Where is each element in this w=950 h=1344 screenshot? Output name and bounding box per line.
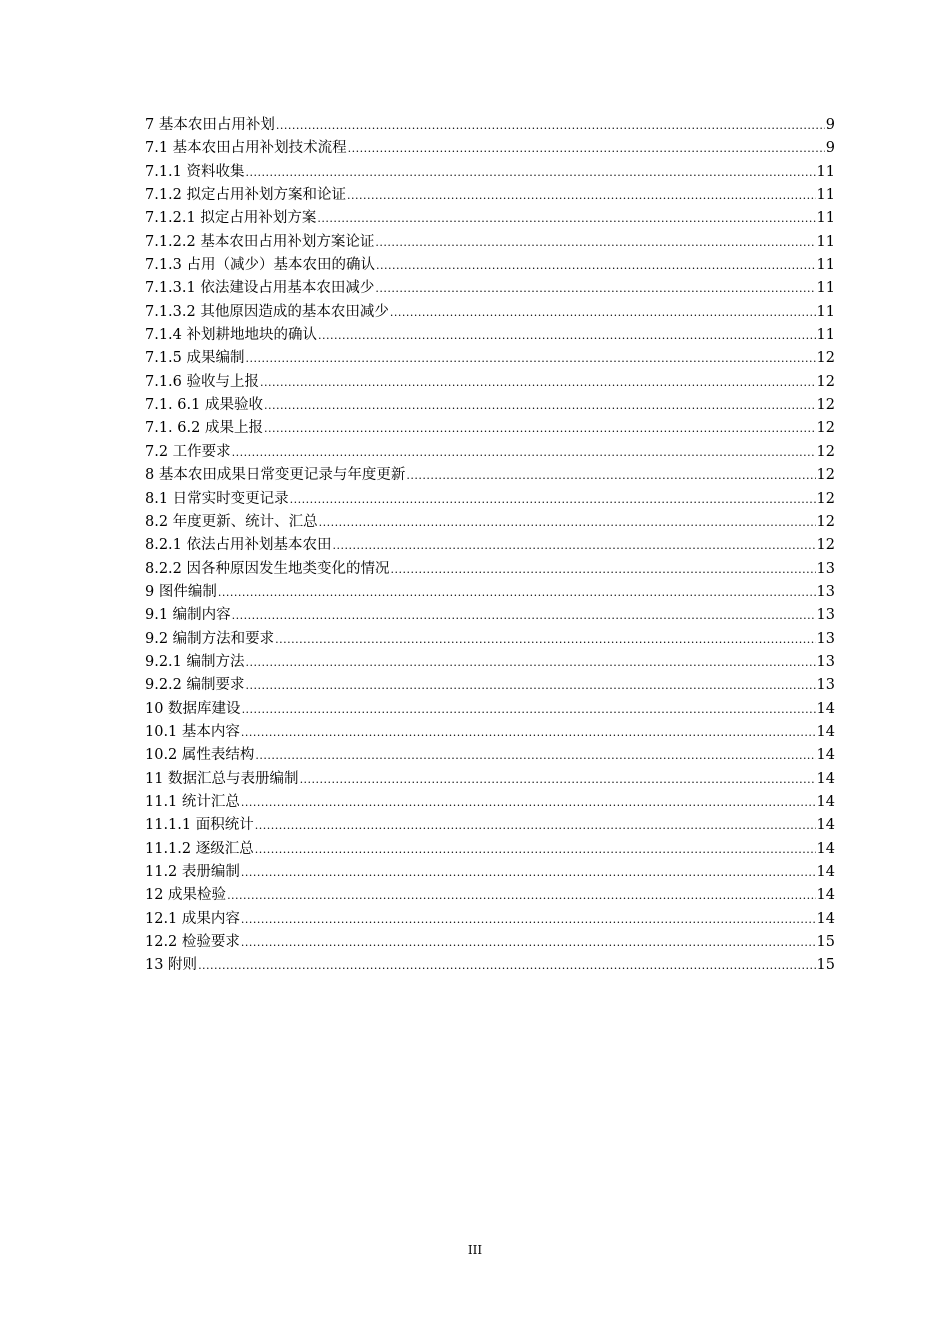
toc-dot-leader <box>241 791 816 814</box>
toc-entry[interactable] <box>145 511 835 534</box>
toc-dot-leader <box>264 417 816 440</box>
toc-entry-page: 12 <box>816 373 835 390</box>
toc-entry-title: 11.1.1 面积统计 <box>145 817 254 834</box>
toc-entry-title: 7.1.4 补划耕地地块的确认 <box>145 327 318 344</box>
toc-dot-leader <box>246 674 816 697</box>
toc-entry-page: 13 <box>816 677 835 694</box>
toc-entry[interactable] <box>145 184 835 207</box>
toc-entry-title: 13 附则 <box>145 957 198 974</box>
toc-entry[interactable] <box>145 161 835 184</box>
toc-entry-page: 9 <box>825 117 835 133</box>
toc-dot-leader <box>246 161 816 184</box>
toc-dot-leader <box>242 698 816 721</box>
toc-entry[interactable] <box>145 207 835 230</box>
toc-entry-title: 8.1 日常实时变更记录 <box>145 490 289 507</box>
toc-entry-title: 10.2 属性表结构 <box>145 747 255 764</box>
toc-entry-page: 9 <box>825 140 835 157</box>
toc-entry[interactable] <box>145 744 835 767</box>
toc-entry-title: 7.1. 6.2 成果上报 <box>145 420 263 437</box>
toc-entry[interactable] <box>145 908 835 931</box>
toc-entry[interactable] <box>145 768 835 791</box>
toc-entry-title: 11.1 统计汇总 <box>145 793 240 810</box>
toc-entry[interactable] <box>145 791 835 814</box>
toc-entry-page: 11 <box>816 210 835 227</box>
toc-entry[interactable] <box>145 441 835 464</box>
toc-entry-page: 13 <box>816 653 835 670</box>
toc-entry-page: 11 <box>816 163 835 180</box>
toc-entry-page: 14 <box>816 793 835 810</box>
toc-dot-leader <box>319 511 816 534</box>
toc-entry-title: 7.1.3 占用（减少）基本农田的确认 <box>145 257 376 274</box>
toc-entry-title: 8.2.1 依法占用补划基本农田 <box>145 537 332 554</box>
toc-dot-leader <box>276 114 825 137</box>
toc-entry-title: 7.1.2.2 基本农田占用补划方案论证 <box>145 233 375 250</box>
toc-entry-page: 13 <box>816 560 835 577</box>
toc-dot-leader <box>246 347 816 370</box>
toc-entry-page: 14 <box>816 700 835 717</box>
toc-entry-page: 14 <box>816 887 835 904</box>
toc-entry-page: 15 <box>816 934 835 951</box>
toc-dot-leader <box>347 184 816 207</box>
toc-entry-page: 11 <box>816 303 835 320</box>
toc-entry-title: 7.1.1 资料收集 <box>145 163 245 180</box>
toc-entry[interactable] <box>145 931 835 954</box>
table-of-contents <box>145 114 835 978</box>
toc-entry-page: 12 <box>816 350 835 367</box>
toc-entry-title: 9.2.2 编制要求 <box>145 677 245 694</box>
toc-entry[interactable] <box>145 838 835 861</box>
toc-dot-leader <box>264 394 816 417</box>
toc-entry[interactable] <box>145 698 835 721</box>
toc-entry[interactable] <box>145 558 835 581</box>
toc-entry-page: 11 <box>816 187 835 204</box>
toc-entry-title: 12.1 成果内容 <box>145 910 240 927</box>
toc-entry-page: 13 <box>816 630 835 647</box>
toc-dot-leader <box>317 207 815 230</box>
toc-entry-title: 7.1.5 成果编制 <box>145 350 245 367</box>
toc-dot-leader <box>218 581 816 604</box>
toc-entry-page: 12 <box>816 420 835 437</box>
toc-dot-leader <box>300 768 816 791</box>
toc-dot-leader <box>198 954 815 977</box>
toc-dot-leader <box>333 534 816 557</box>
toc-dot-leader <box>232 441 816 464</box>
toc-entry-page: 11 <box>816 257 835 274</box>
toc-entry[interactable] <box>145 137 835 160</box>
toc-dot-leader <box>376 254 816 277</box>
toc-entry[interactable] <box>145 324 835 347</box>
toc-dot-leader <box>275 628 815 651</box>
toc-entry-title: 12 成果检验 <box>145 887 227 904</box>
toc-entry-title: 8.2.2 因各种原因发生地类变化的情况 <box>145 560 390 577</box>
toc-dot-leader <box>241 861 816 884</box>
toc-entry[interactable] <box>145 301 835 324</box>
toc-dot-leader <box>246 651 816 674</box>
toc-entry-page: 14 <box>816 840 835 857</box>
toc-dot-leader <box>391 558 816 581</box>
toc-entry[interactable] <box>145 674 835 697</box>
toc-entry-title: 10 数据库建设 <box>145 700 241 717</box>
toc-entry-title: 9.1 编制内容 <box>145 607 231 624</box>
toc-dot-leader <box>348 137 825 160</box>
toc-entry-title: 9 图件编制 <box>145 583 217 600</box>
toc-entry[interactable] <box>145 464 835 487</box>
toc-entry-page: 14 <box>816 747 835 764</box>
toc-entry-title: 7.1. 6.1 成果验收 <box>145 397 263 414</box>
toc-entry[interactable] <box>145 814 835 837</box>
toc-dot-leader <box>227 884 815 907</box>
toc-entry-title: 8 基本农田成果日常变更记录与年度更新 <box>145 467 406 484</box>
toc-dot-leader <box>318 324 816 347</box>
toc-entry-title: 7.1.6 验收与上报 <box>145 373 260 390</box>
toc-entry-page: 12 <box>816 537 835 554</box>
toc-entry-page: 14 <box>816 817 835 834</box>
toc-entry-title: 7.1.3.2 其他原因造成的基本农田减少 <box>145 303 389 320</box>
toc-entry-title: 12.2 检验要求 <box>145 934 240 951</box>
toc-entry-page: 13 <box>816 607 835 624</box>
toc-entry-title: 10.1 基本内容 <box>145 723 240 740</box>
page-number: III <box>467 1243 483 1257</box>
toc-entry[interactable] <box>145 861 835 884</box>
toc-entry-title: 7 基本农田占用补划 <box>145 117 275 133</box>
toc-entry[interactable] <box>145 254 835 277</box>
toc-dot-leader <box>255 814 816 837</box>
toc-entry-page: 14 <box>816 770 835 787</box>
toc-entry[interactable] <box>145 277 835 300</box>
toc-dot-leader <box>375 277 815 300</box>
toc-dot-leader <box>406 464 815 487</box>
toc-dot-leader <box>241 908 816 931</box>
toc-entry[interactable] <box>145 628 835 651</box>
toc-entry-page: 11 <box>816 327 835 344</box>
toc-entry-title: 7.1.2 拟定占用补划方案和论证 <box>145 187 347 204</box>
toc-entry-title: 7.1.2.1 拟定占用补划方案 <box>145 210 317 227</box>
toc-entry-page: 14 <box>816 864 835 880</box>
toc-entry-title: 7.2 工作要求 <box>145 443 231 460</box>
toc-entry-title: 11 数据汇总与表册编制 <box>145 770 299 787</box>
toc-dot-leader <box>390 301 816 324</box>
toc-dot-leader <box>375 231 815 254</box>
toc-entry[interactable] <box>145 417 835 440</box>
toc-entry-page: 12 <box>816 397 835 414</box>
toc-entry[interactable] <box>145 231 835 254</box>
toc-entry-title: 9.2.1 编制方法 <box>145 653 245 670</box>
toc-dot-leader <box>255 838 816 861</box>
toc-entry[interactable] <box>145 651 835 674</box>
toc-entry[interactable] <box>145 581 835 604</box>
toc-entry-page: 12 <box>816 490 835 507</box>
toc-entry[interactable] <box>145 534 835 557</box>
toc-dot-leader <box>232 604 816 627</box>
toc-entry-page: 12 <box>816 443 835 460</box>
toc-entry[interactable] <box>145 347 835 370</box>
toc-entry[interactable] <box>145 394 835 417</box>
toc-entry-page: 14 <box>816 723 835 740</box>
toc-dot-leader <box>255 744 815 767</box>
toc-entry[interactable] <box>145 954 835 977</box>
toc-entry[interactable] <box>145 721 835 744</box>
toc-entry-title: 11.1.2 逐级汇总 <box>145 840 254 857</box>
toc-entry-title: 7.1.3.1 依法建设占用基本农田减少 <box>145 280 375 297</box>
toc-entry[interactable] <box>145 114 835 137</box>
toc-entry[interactable] <box>145 488 835 511</box>
toc-entry-page: 14 <box>816 910 835 927</box>
toc-dot-leader <box>290 488 816 511</box>
toc-entry-page: 12 <box>816 467 835 484</box>
toc-entry-page: 11 <box>816 280 835 297</box>
toc-entry-title: 8.2 年度更新、统计、汇总 <box>145 513 318 530</box>
toc-entry[interactable] <box>145 884 835 907</box>
toc-entry-page: 15 <box>816 957 835 974</box>
toc-entry-title: 11.2 表册编制 <box>145 864 240 880</box>
toc-entry-page: 13 <box>816 583 835 600</box>
toc-dot-leader <box>260 371 816 394</box>
toc-entry-title: 7.1 基本农田占用补划技术流程 <box>145 140 347 157</box>
toc-entry-title: 9.2 编制方法和要求 <box>145 630 275 647</box>
toc-entry-page: 11 <box>816 233 835 250</box>
toc-entry-page: 12 <box>816 513 835 530</box>
toc-dot-leader <box>241 931 816 954</box>
toc-entry[interactable] <box>145 371 835 394</box>
toc-dot-leader <box>241 721 816 744</box>
toc-entry[interactable] <box>145 604 835 627</box>
